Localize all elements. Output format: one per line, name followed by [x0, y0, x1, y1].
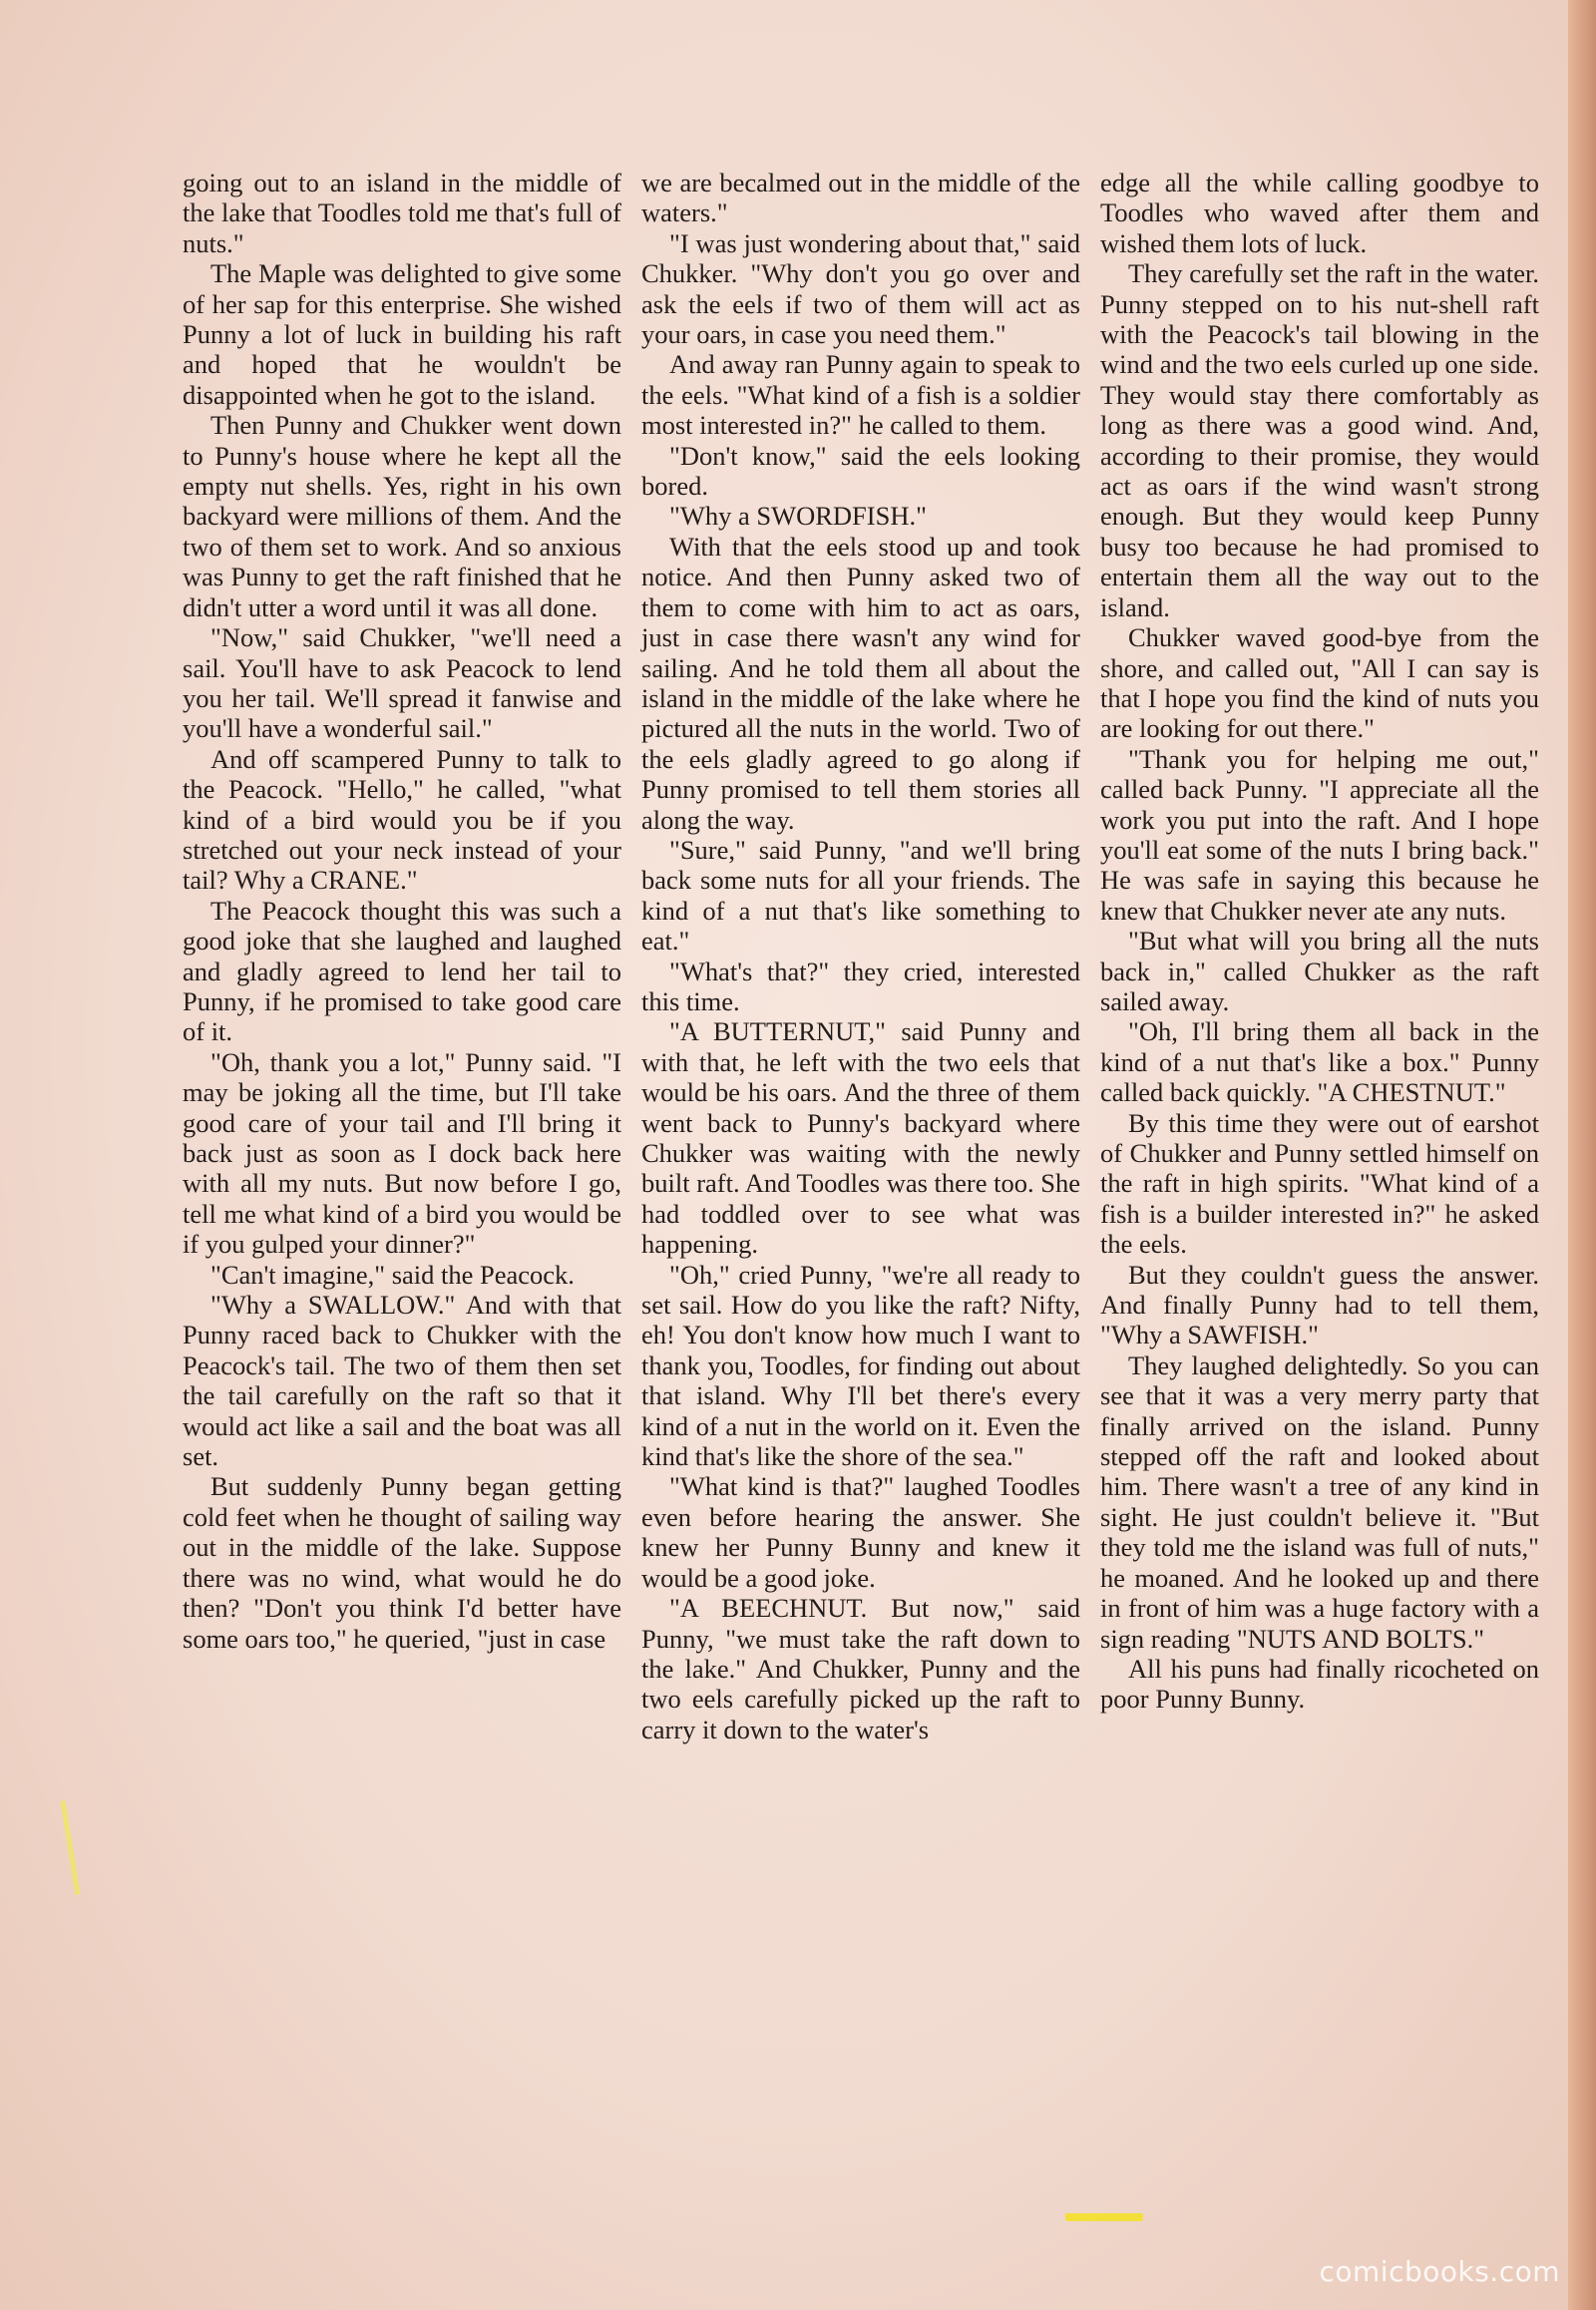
story-paragraph: And away ran Punny again to speak to the eels. "What kind of a fish is a soldier most interested in?" he called to them.: [641, 349, 1080, 441]
story-paragraph: By this time they were out of earshot of Chukker and Punny settled himself on the raft in high spirits. "What kind of a fish is a builder interested in?" he asked the eels.: [1100, 1107, 1539, 1260]
story-paragraph: The Maple was delighted to give some of her sap for this enterprise. She wished Punny a lot of luck in building his raft and hoped that he wouldn't be disappointed when he got to the island.: [183, 258, 621, 410]
story-paragraph: "Oh, I'll bring them all back in the kind of a nut that's like a box." Punny called back quickly. "A CHESTNUT.": [1100, 1016, 1539, 1108]
story-paragraph: "Why a SWALLOW." And with that Punny raced back to Chukker with the Peacock's tail. The two of them then set the tail carefully on the raft so that it would act like a sail and the boat was all set.: [183, 1290, 621, 1472]
text-column-2: [641, 168, 1080, 1744]
text-column-1: [183, 168, 621, 1654]
story-paragraph: And off scampered Punny to talk to the Peacock. "Hello," he called, "what kind of a bird would you be if you stretched out your neck instead of your tail? Why a CRANE.": [183, 743, 621, 896]
page-edge: [1568, 0, 1596, 2310]
story-paragraph: "Can't imagine," said the Peacock.: [210, 1259, 575, 1290]
story-paragraph: going out to an island in the middle of the lake that Toodles told me that's full of nuts.": [183, 168, 621, 258]
story-paragraph: "A BUTTERNUT," said Punny and with that, he left with the two eels that would be his oars. And the three of them went back to Punny's backyard where Chukker was waiting with the newly built raft. And Toodles was there too. She had toddled over to see what was happening.: [641, 1016, 1080, 1260]
story-paragraph: All his puns had finally ricocheted on poor Punny Bunny.: [1100, 1653, 1539, 1715]
story-paragraph: "Oh, thank you a lot," Punny said. "I may be joking all the time, but I'll take good care of your tail and I'll bring it back just as soon as I dock back here with all my nuts. But now before I go, tell me what kind of a bird you would be if you gulped your dinner?": [183, 1046, 621, 1260]
story-paragraph: Chukker waved good-bye from the shore, and called out, "All I can say is that I hope you find the kind of nuts you are looking for out there.": [1100, 622, 1539, 744]
story-paragraph: "Why a SWORDFISH.": [669, 501, 927, 532]
story-paragraph: "Thank you for helping me out," called back Punny. "I appreciate all the work you put into the raft. And I hope you'll eat some of the nuts I bring back." He was safe in saying this because he knew that Chukker never ate any nuts.: [1100, 743, 1539, 926]
story-paragraph: "Sure," said Punny, "and we'll bring back some nuts for all your friends. The kind of a nut that's like something to eat.": [641, 834, 1080, 957]
story-paragraph: "I was just wondering about that," said Chukker. "Why don't you go over and ask the eels if two of them will act as your oars, in case you need them.": [641, 227, 1080, 350]
story-paragraph: "What's that?" they cried, interested this time.: [641, 956, 1080, 1016]
story-paragraph: we are becalmed out in the middle of the waters.": [641, 168, 1080, 228]
story-paragraph: Then Punny and Chukker went down to Punny's house where he kept all the empty nut shells. Yes, right in his own backyard were millions of them. And the two of them set to work. And so anxious was Punny to get the raft finished that he didn't utter a word until it was all done.: [183, 410, 621, 622]
story-paragraph: "A BEECHNUT. But now," said Punny, "we must take the raft down to the lake." And Chukker, Punny and the two eels carefully picked up the raft to carry it down to the water's: [641, 1593, 1080, 1744]
story-paragraph: But suddenly Punny began getting cold feet when he thought of sailing way out in the middle of the lake. Suppose there was no wind, what would he do then? "Don't you think I'd better have some oars too," he queried, "just in case: [183, 1471, 621, 1654]
story-paragraph: But they couldn't guess the answer. And finally Punny had to tell them, "Why a SAWFISH.": [1100, 1259, 1539, 1350]
story-paragraph: "Don't know," said the eels looking bored.: [641, 440, 1080, 502]
story-paragraph: They carefully set the raft in the water. Punny stepped on to his nut-shell raft with the Peacock's tail blowing in the wind and the two eels curled up one side. They would stay there comfortably as long as there was a good wind. And, according to their promise, they would act as oars if the wind wasn't strong enough. But they would keep Punny busy too because he had promised to entertain them all the way out to the island.: [1100, 258, 1539, 622]
yellow-footer-mark: [1065, 2213, 1143, 2221]
story-paragraph: "But what will you bring all the nuts back in," called Chukker as the raft sailed away.: [1100, 926, 1539, 1016]
text-column-3: [1100, 168, 1539, 1715]
story-paragraph: edge all the while calling goodbye to Toodles who waved after them and wished them lots of luck.: [1100, 168, 1539, 258]
story-paragraph: "What kind is that?" laughed Toodles even before hearing the answer. She knew her Punny Bunny and knew it would be a good joke.: [641, 1471, 1080, 1593]
story-paragraph: They laughed delightedly. So you can see that it was a very merry party that finally arrived on the island. Punny stepped off the raft and looked about him. There wasn't a tree of any kind in sight. He just couldn't believe it. "But they told me the island was full of nuts," he moaned. And he looked up and there in front of him was a huge factory with a sign reading "NUTS AND BOLTS.": [1100, 1349, 1539, 1654]
story-paragraph: "Now," said Chukker, "we'll need a sail. You'll have to ask Peacock to lend you her tail. We'll spread it fanwise and you'll have a wonderful sail.": [183, 622, 621, 744]
story-paragraph: "Oh," cried Punny, "we're all ready to set sail. How do you like the raft? Nifty, eh! You don't know how much I want to thank you, Toodles, for finding out about that island. Why I'll bet there's every kind of a nut in the world on it. Even the kind that's like the shore of the sea.": [641, 1259, 1080, 1472]
yellow-margin-mark: [61, 1800, 81, 1895]
story-paragraph: With that the eels stood up and took notice. And then Punny asked two of them to come with him to act as oars, just in case there wasn't any wind for sailing. And he told them all about the island in the middle of the lake where he pictured all the nuts in the world. Two of the eels gladly agreed to go along if Punny promised to tell them stories all along the way.: [641, 531, 1080, 835]
story-paragraph: The Peacock thought this was such a good joke that she laughed and laughed and gladly agreed to lend her tail to Punny, if he promised to take good care of it.: [183, 895, 621, 1047]
watermark: comicbooks.com: [1319, 2255, 1560, 2288]
